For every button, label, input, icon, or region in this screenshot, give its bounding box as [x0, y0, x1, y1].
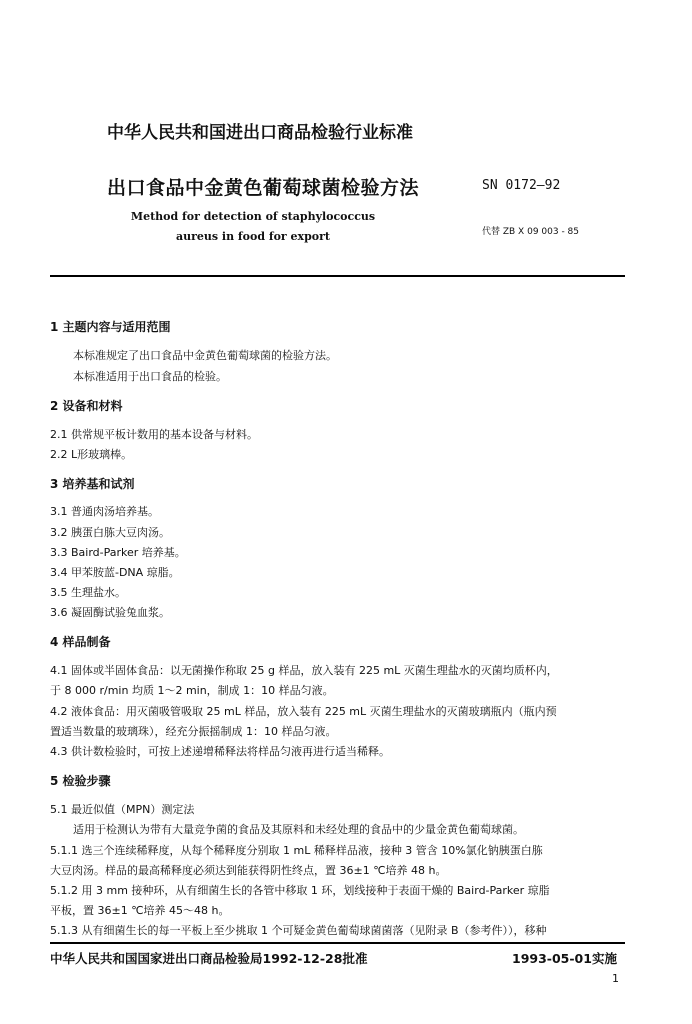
footer-rule [50, 942, 625, 944]
section-5-line-2: 适用于检测认为带有大量竞争菌的食品及其原料和未经处理的食品中的少量金黄色葡萄球菌。 [73, 823, 524, 836]
replaces-standard: 代替 ZB X 09 003 - 85 [482, 227, 580, 237]
issuer-approval: 中华人民共和国国家进出口商品检验局1992-12-28批准 [50, 951, 368, 966]
section-1-line-1: 本标准规定了出口食品中金黄色葡萄球菌的检验方法。 [73, 349, 337, 362]
section-5-line-5: 5.1.2 用 3 mm 接种环，从有细菌生长的各管中移取 1 环，划线接种于表面干燥的 Baird-Parker 琼脂 [50, 884, 550, 897]
section-3-line-3: 3.3 Baird-Parker 培养基。 [50, 546, 186, 559]
section-4-line-2: 于 8 000 r/min 均质 1～2 min，制成 1：10 样品匀液。 [50, 684, 334, 697]
section-3-line-5: 3.5 生理盐水。 [50, 586, 126, 599]
section-3-line-6: 3.6 凝固酶试验兔血浆。 [50, 606, 170, 619]
section-2-heading: 2 设备和材料 [50, 399, 123, 413]
section-3-line-2: 3.2 胰蛋白胨大豆肉汤。 [50, 526, 170, 539]
page-number: 1 [612, 972, 619, 985]
section-5-line-3: 5.1.1 选三个连续稀释度，从每个稀释度分别取 1 mL 稀释样品液，接种 3 管含 10%氯化钠胰蛋白胨 [50, 844, 543, 857]
header-rule [50, 275, 625, 277]
section-4-line-5: 4.3 供计数检验时，可按上述递增稀释法将样品匀液再进行适当稀释。 [50, 745, 390, 758]
english-title-line1: Method for detection of staphylococcus [130, 210, 376, 223]
standard-number: SN 0172—92 [482, 178, 561, 193]
section-4-heading: 4 样品制备 [50, 635, 111, 649]
section-5-line-6: 平板，置 36±1 ℃培养 45～48 h。 [50, 904, 230, 917]
section-4-line-1: 4.1 固体或半固体食品：以无菌操作称取 25 g 样品，放入装有 225 mL 灭菌生理盐水的灭菌均质杯内， [50, 664, 558, 677]
section-4-line-4: 置适当数量的玻璃珠），经充分振摇制成 1：10 样品匀液。 [50, 725, 337, 738]
section-5-line-4: 大豆肉汤。样品的最高稀释度必须达到能获得阴性终点，置 36±1 ℃培养 48 h。 [50, 864, 447, 877]
section-5-heading: 5 检验步骤 [50, 774, 111, 788]
effective-date: 1993-05-01实施 [512, 951, 617, 966]
section-2-line-1: 2.1 供常规平板计数用的基本设备与材料。 [50, 428, 258, 441]
doc-title: 出口食品中金黄色葡萄球菌检验方法 [107, 177, 420, 199]
section-1-heading: 1 主题内容与适用范围 [50, 320, 171, 334]
org-title: 中华人民共和国进出口商品检验行业标准 [107, 123, 413, 143]
section-1-line-2: 本标准适用于出口食品的检验。 [73, 370, 227, 383]
section-2-line-2: 2.2 L形玻璃棒。 [50, 448, 133, 461]
section-3-heading: 3 培养基和试剂 [50, 477, 135, 491]
section-5-line-7: 5.1.3 从有细菌生长的每一平板上至少挑取 1 个可疑金黄色葡萄球菌菌落（见附录 B（参考件）），移种 [50, 924, 547, 937]
english-title-line2: aureus in food for export [175, 230, 331, 243]
section-4-line-3: 4.2 液体食品：用灭菌吸管吸取 25 mL 样品，放入装有 225 mL 灭菌生理盐水的灭菌玻璃瓶内（瓶内预 [50, 705, 557, 718]
section-3-line-4: 3.4 甲苯胺蓝-DNA 琼脂。 [50, 566, 180, 579]
section-5-line-1: 5.1 最近似值（MPN）测定法 [50, 803, 195, 816]
section-3-line-1: 3.1 普通肉汤培养基。 [50, 505, 159, 518]
